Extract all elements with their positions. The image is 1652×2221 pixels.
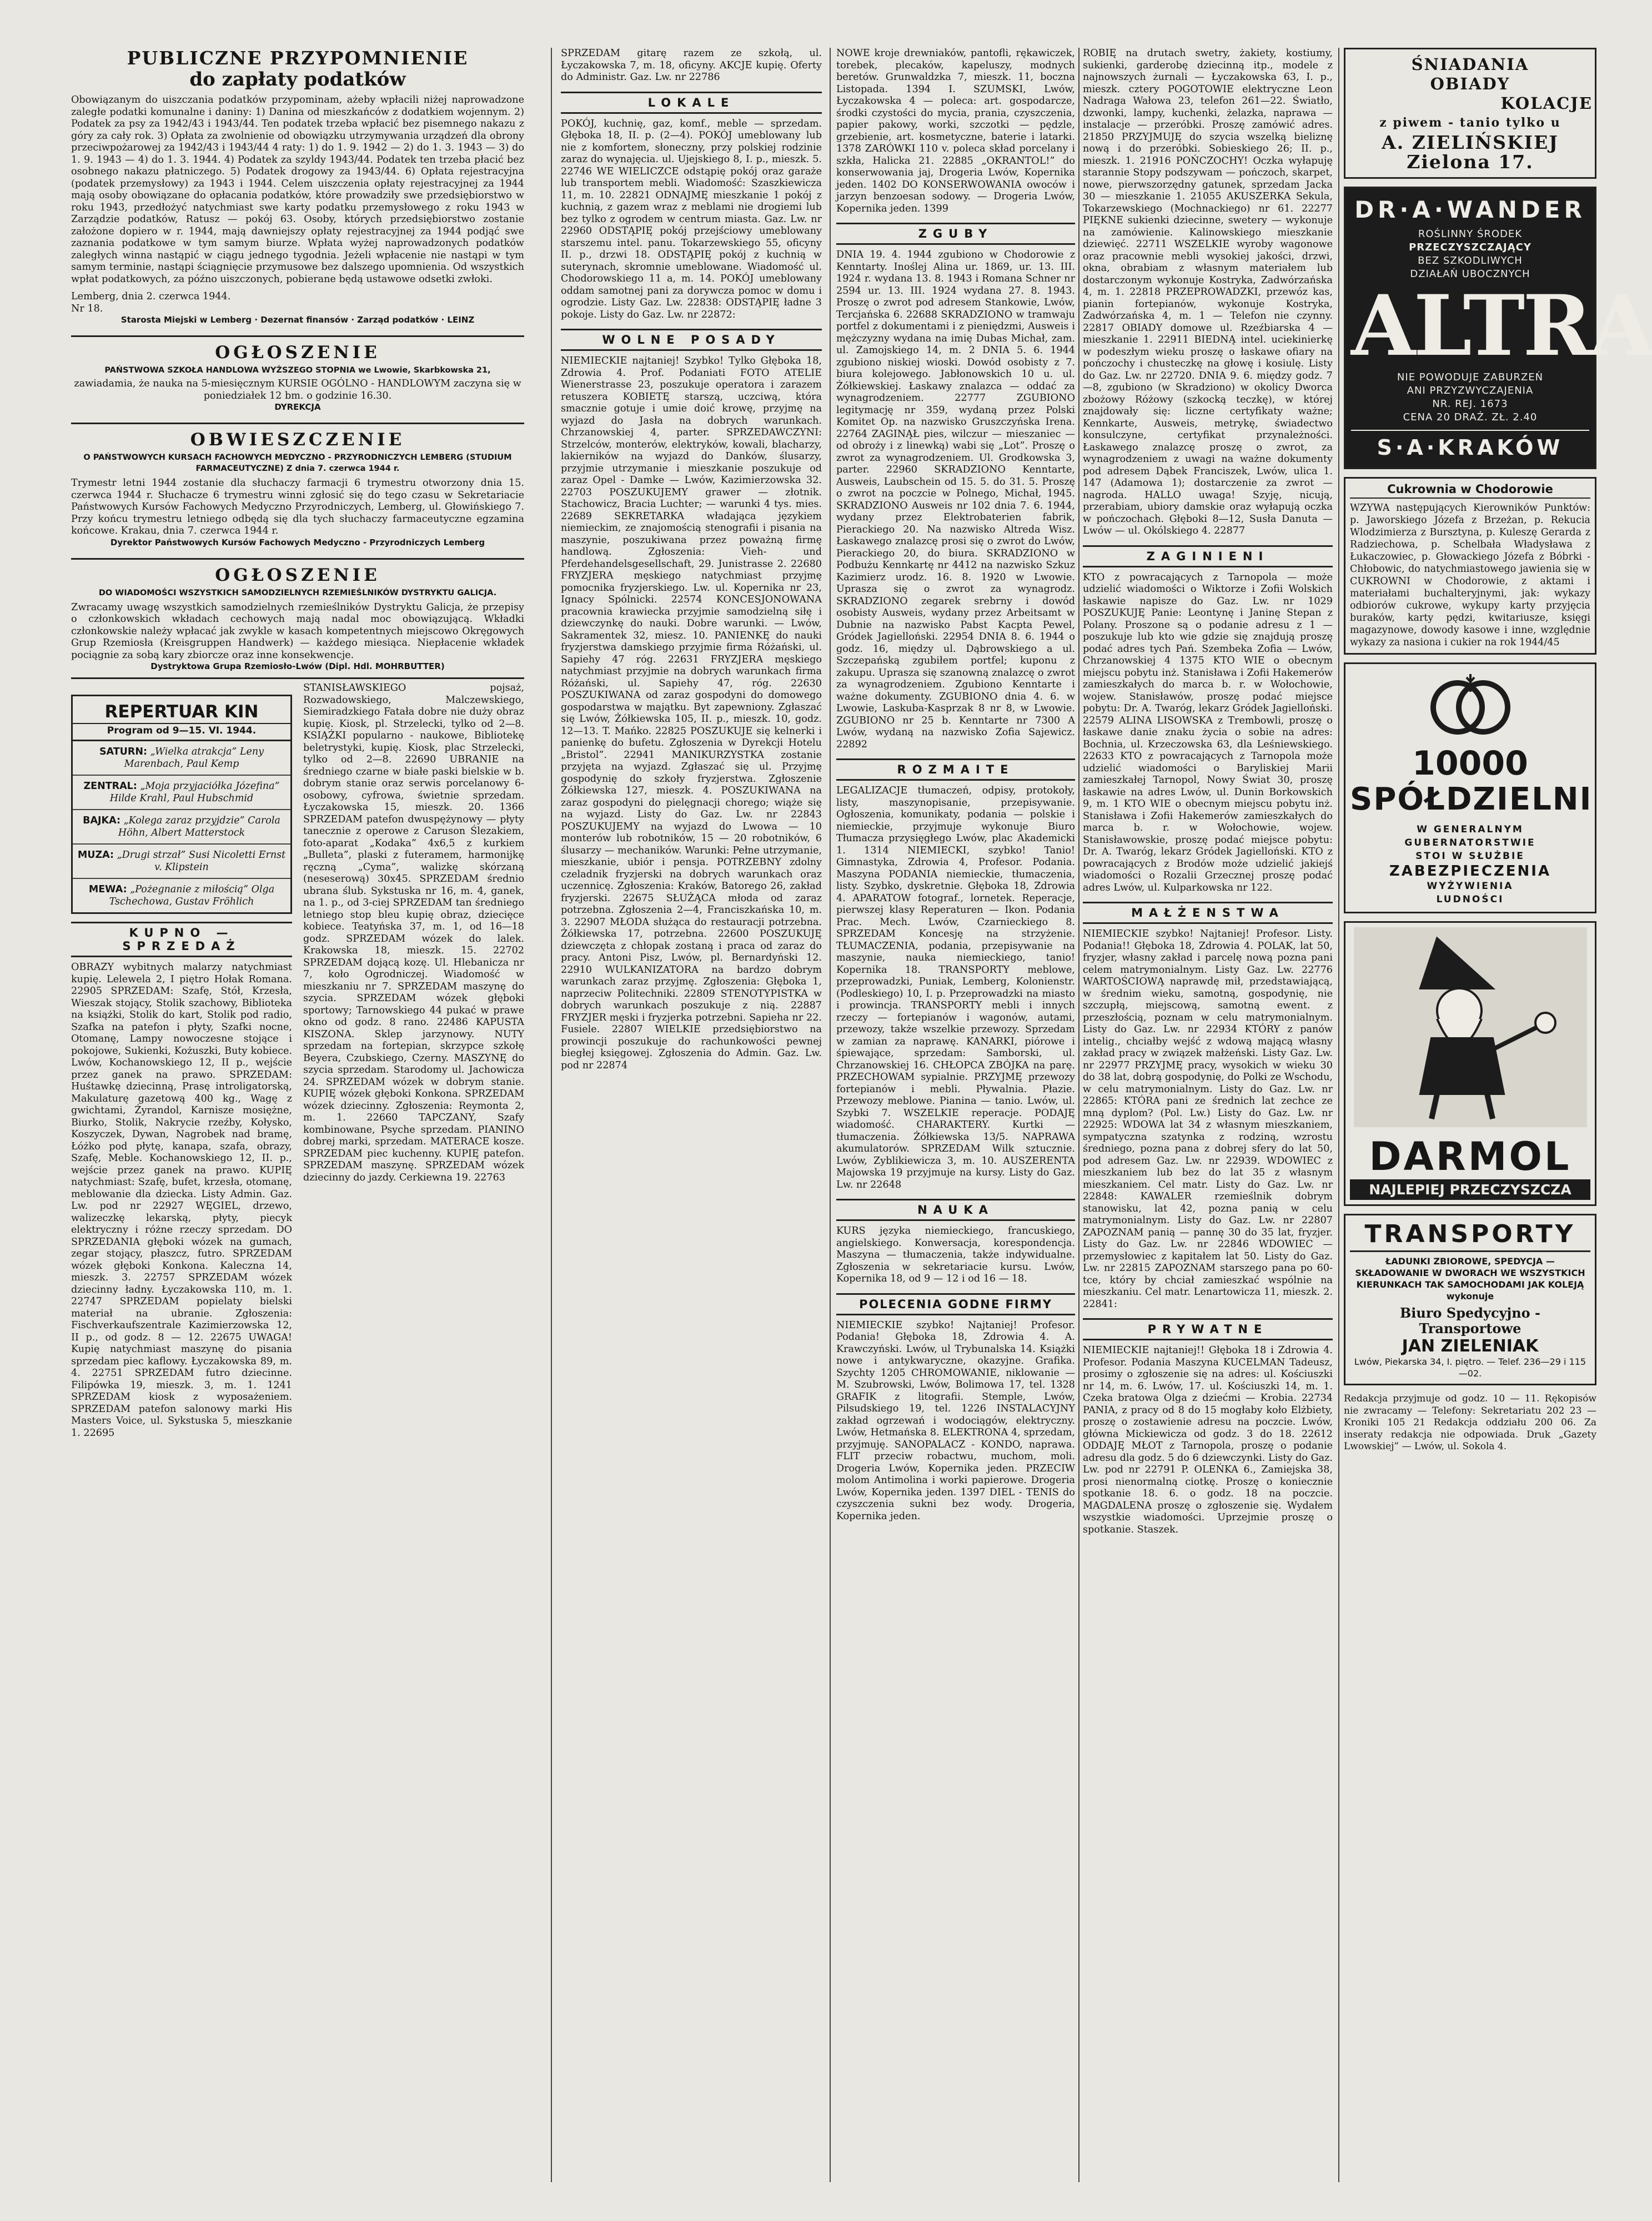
public-reminder-subtitle: do zapłaty podatków bbox=[189, 68, 406, 91]
classifieds-buy-sell-right: STANISŁAWSKIEGO pojsaż, Rozwadowskiego, Malczewskiego, Siemiradzkiego Fatała dobre nie duży obraz kupię. Kiosk, pl. Strzelecki, tylko od 2—8. KSIĄŻKI popularno - naukowe, Bibliotekę beletrystyki, kupię. Kiosk, plac Strzelecki, tylko od 2—8. 22690 UBRANIE na średniego czarne w białe paski bielskie w b. dobrym stanie oraz serwis porcelanowy 6-osobowy, cyfrowa, świetnie sprzedam. Łyczakowska 15, mieszk. 20. 1366 SPRZEDAM patefon dwuspężynowy — płyty tanecznie z operowe z Caruson Ślezakiem, foto-aparat „Kodaka” 4x6,5 z kurkiem „Bulleta”, plaski z futeramem, harmonijkę ręczną „Cyma”, walizkę skórzaną (neseserową) 30x45. SPRZEDAM średnio ubrana ślub. Sykstuska nr 16, m. 4, ganek, na 1. p., od 3-ciej SPRZEDAM tan średniego letniego stop bleu kupię obraz, dziecięce kobiece. Teatyńska 37, m. 1, od 16—18 godz. SPRZEDAM wózek do lalek. Krakowska 18, mieszk. 15. 22702 SPRZEDAM dojącą kozę. Ul. Hlebanicza nr 7, koło Ogrodniczej. Wiadomość w mieszkaniu nr 7. SPRZEDAM maszynę do szycia. SPRZEDAM wózek głęboki sportowy; Tarnowskiego 44 pukać w prawe okno od godz. 8 rano. 22486 KAPUSTA KISZONA. Sklep jarzynowy. NUTY sprzedam na fortepian, skrzypce szkołę Beyera, Czubskiego, Czerny. MASZYNĘ do szycia sprzedam. Starodomy ul. Jachowicza 24. SPRZEDAM wózek w dobrym stanie. KUPIĘ wózek głęboki Konkona. SPRZEDAM wózek dziecinny. Zgłoszenia: Reymonta 2, m. 1. 22660 TAPCZANY, Szafy kombinowane, Psyche sprzedam. PIANINO dobrej marki, sprzedam. MATERACE kosze. SPRZEDAM piec kuchenny. KUPIĘ patefon. SPRZEDAM maszynę. SPRZEDAM wózek dziecinny do jazdy. Cerkiewna 19. 22763 bbox=[303, 682, 524, 1183]
ad-line: ZABEZPIECZENIA bbox=[1389, 863, 1551, 880]
gnome-with-key-illustration bbox=[1354, 927, 1587, 1127]
ad-line: W GENERALNYM bbox=[1417, 824, 1524, 835]
ad-brand: DR·A·WANDER bbox=[1354, 196, 1586, 223]
classifieds-top: ROBIĘ na drutach swetry, żakiety, kostiumy, sukienki, garderobę dziecinną itp., modele z najnowszych żurnali — Łyczakowska 63, I. p., mieszk. cztery POGOTOWIE elektryczne Leon Nadraga Wałowa 23, telefon 261—22. Światło, dzwonki, lampy, kuchenki, żelazka, naprawa — instalacje — przeróbki. Proszę zamówić adres. 21850 PRZYJMUJĘ do szycia wszelką bieliznę nową i do przeróbki. Sobieskiego 26; II. p., mieszk. 1. 21916 POŃCZOCHY! Oczka wyłapuję starannie Stopy podszywam — pończoch, skarpet, nowe, pierwszorzędny gatunek, sprzedam Jacka 30 — mieszkanie 1. 21055 AKUSZERKA Sekula, Tokarzewskiego (Mochnackiego) nr 61. 22277 PIĘKNE sukienki dziecinne, swetery — wykonuje na zamówienie. Kalinowskiego mieszkanie dziewięć. 22711 WSZELKIE wyroby wagonowe oraz pracownie mebli wysokiej jakości, drzwi, okna, obrabiam z własnym materiałem lub dostarczonym wykonuje Kostryka, Zadwórzańska 4, m. 1. 22818 PRZEPROWADZKI, przewóz kas, pianin fortepianów, wykonuje Kostryka, Zadwórzańska 4, m. 1 — Telefon nie czynny. 22817 OBIADY domowe ul. Rzeźbiarska 4 — mieszkanie 1. 22911 BIEDNĄ intel. uciekinierkę w podeszłym wieku proszę o łaskawe ofiary na pończochy i chusteczkę na głowę i kosiulę. Listy do Gaz. Lw. nr 22720. DNIA 9. 6. między godz. 7—8, zgubiono (w Skradziono) w okolicy Dworca zbożowy Różowy (szkocką teczkę), w której znajdowały się: liczne certyfikaty ważne; Kennkarte, Ausweis, metrykę, świadectwo konsulczyne, certyfikat przynależności. Łaskawego znalazcę proszę o zwrot, za wynagrodzeniem z uwagi na ważne dokumenty pod adresem Dąbek Franciszek, Lwów, ulica 1. 147 (Adamowa 1); dostarczenie za zwrot — nagroda. HALLO uwaga! Szyję, nicują, przerabiam, ubiory damskie oraz wyłapują oczka w pończochach. Głęboki 8—12, Susła Danuta — Lwów — ul. Okólskiego 4. 22877 bbox=[1083, 48, 1333, 536]
classifieds-missing-persons: KTO z powracających z Tarnopola — może udzielić wiadomości o Wiktorze i Zofii Wolskich łaskawie napisze do Gaz. Lw. nr 1029 POSZUKUJĘ Panie: Leontynę i Janinę Stepan z Polany. Proszone są o podanie adresu z 1 — poszukuje lub kto wie gdzie się znajdują proszę podać adres tych Pań. Szembeka Zofia — Lwów, Chrzanowskiej 4 1375 KTO WIE o obecnym miejscu pobytu inż. Stanisława i Zofii Hakemerów zamieszkałych do marca b. r. w Wołochowie, wojew. Stanisławów, proszę podać miejsce pobytu: Dr. A. Twaróg, lekarz Gródek Jagielloński. 22579 ALINA LISOWSKA z Trembowli, proszę o łaskawe danie znaku życia o sobie na adres: Bochnia, ul. Krzeczowska 63, dla Leśniewskiego. 22633 KTO z powracających z Tarnopola może udzielić wiadomości o Baryliskiej Marii zamieszkałej Tarnopol, Nowy Świat 30, proszę łaskawie na adres Lwów, ul. Dunin Borkowskich 9, m. 1 KTO WIE o obecnym miejscu pobytu inż. Stanisława i Zofii Hakemerów zamieszkałych do marca b. r. w Wołochowie, wojew. Stanisławowskie, proszę podać miejsce pobytu: Dr. A. Twaróg, lekarz Gródek Jagielloński. KTO z powracających z Brodów może udzielić jakiejś wiadomości o Rozalii Grzecznej proszę podać adres Lwów, ul. Kulparkowska nr 122. bbox=[1083, 571, 1333, 893]
section-education: NAUKA bbox=[836, 1199, 1075, 1221]
section-miscellaneous: ROZMAITE bbox=[836, 758, 1075, 781]
ad-altra-laxative bbox=[1344, 187, 1652, 469]
ad-firm: Biuro Spedycyjno - Transportowe bbox=[1400, 1305, 1540, 1336]
notice-2-title: OGŁOSZENIE bbox=[71, 558, 524, 585]
column-classifieds-2 bbox=[561, 48, 822, 2188]
ad-line: LUDNOŚCI bbox=[1436, 894, 1504, 905]
ad-headline: SPÓŁDZIELNI bbox=[1350, 781, 1593, 817]
column-rule bbox=[1078, 48, 1079, 2182]
section-private: PRYWATNE bbox=[1083, 1318, 1333, 1340]
classifieds-recommended-firms: NIEMIECKIE szybko! Najtaniej! Profesor. Podania! Głęboka 18, Zdrowia 4. A. Krawczyński. Lwów, ul Trybunalska 14. Książki nowe i antykwaryczne, okazyjne. Grafika. Szychty 1205 CHROMOWANIE, niklowanie — M. Szubrowski, Lwów, Bolimowa 17, tel. 1328 GRAFIK z litografii. Stemple, Lwów, Pilsudskiego 19, tel. 1226 INSTALACYJNY zakład ogrzewań i wodociągów, elektryczny. Lwów, Hetmańska 8. ELEKTRONA 4, sprzedam, przyjmuję. SANOPALACZ - KONDO, naprawa. FLIT przeciw robactwu, muchom, moli. Drogeria Lwów, Kopernika jeden. PRZECIW molom Antimolina i worki papierowe. Drogeria Lwów, Kopernika jeden. 1397 DIEL - TENIS do czyszczenia sukni bez wody. Drogeria, Kopernika jeden. bbox=[836, 1319, 1075, 1522]
notice-1-title: OGŁOSZENIE bbox=[71, 335, 524, 363]
section-recommended-firms: POLECENIA GODNE FIRMY bbox=[836, 1293, 1075, 1315]
ad-line: WYŻYWIENIA bbox=[1427, 881, 1514, 892]
ad-cooperatives bbox=[1344, 662, 1596, 913]
ad-body: ŁADUNKI ZBIOROWE, SPEDYCJA — SKŁADOWANIE W DWORACH WE WSZYSTKICH KIERUNKACH TAK SAMOCHODAMI JAK KOLEJĄ wykonuje bbox=[1355, 1256, 1585, 1302]
classifieds-marriages: NIEMIECKIE szybko! Najtaniej! Profesor. Listy. Podania!! Głęboka 18, Zdrowia 4. POLAK, lat 50, fryzjer, własny zakład i parcelę nową pozna pani celem matrymonialnym. Listy Gaz. Lw. 22776 WARTOŚCIOWĄ naprawdę mił, przedstawiającą, w średnim wieku, samotną, gospodynię, nie szczupłą, miejscową, samotną ewent. z przeszłością, poznam w celu matrymonialnym. Listy do Gaz. Lw. nr 22934 KTÓRY z panów intelig., chciałby wejść z wdową mającą własny zakład pracy w związek małżeński. Listy Gaz. Lw. nr 22977 PRZYJMĘ pracy, wysokich w wieku 30 do 38 lat, dobrą gospodynię, do Polki ze Wschodu, w celu matrymonialnym. Listy do Gaz. Lw. nr 22865: KTÓRA pani ze średnich lat zechce ze mną dyplom? (Pol. Lw.) Listy do Gaz. Lw. nr 22925: WDOWA lat 34 z własnym mieszkaniem, sympatyczna szatynka z rodziną, wzrostu średniego, pozna pana z dobrej sfery do lat 50, pod adresem Gaz. Lw. nr 22939. WDOWIEC z mieszkaniem lub bez do lat 35 z własnym mieszkaniem. Cel matr. Listy do Gaz. Lw. nr 22848: KAWALER rzemieślnik dobrym stanowisku, lat 42, pozna panią w celu matrymonialnym. Listy do Gaz. Lw. nr 22807 ZAPOZNAM panią — pannę 30 do 35 lat, fryzjer. Listy do Gaz. Lw. nr 22846 WDOWIEC — przemysłowiec z kapitałem lat 50. Listy do Gaz. Lw. nr 22815 ZAPOZNAM starszego pana po 60-tce, który by chciał zamieszkać wspólnie na mieszkaniu. Cel matr. Lenartowicza 11, mieszk. 2. 22841: bbox=[1083, 928, 1333, 1310]
classifieds-buy-sell-left: OBRAZY wybitnych malarzy natychmiast kupię. Lelewela 2, I piętro Hołak Romana. 22905 SPRZEDAM: Szafę, Stół, Krzesła, Wieszak stojący, Stolik szachowy, Biblioteka na książki, Stolik do kart, Stolik pod radio, Szafka na patefon i płyty, Szafki nocne, Otomanę, Lampy nowoczesne stojące i pokojowe, Sukienki, Kożuszki, Buty kobiece. Lwów, Kochanowskiego 12, II p., wejście przez ganek na prawo. SPRZEDAM: Huśtawkę dziecinną, Prasę introligatorską, Makulaturę gazetową 400 kg., Wagę z gwichtami, Żyrandol, Karnisze mosiężne, Biurko, Stolik, Nakrycie rzeźby, Kołysko, Koszyczek, Dywan, Nagrobek nad bramę, Łóżko pod płytę, kanapa, szafa, obrazy, Szafę, Meble. Kochanowskiego 12, II. p., wejście przez ganek na prawo. KUPIĘ natychmiast: Szafę, bufet, krzesła, otomanę, meblowanie dla dziecka. Listy Admin. Gaz. Lw. pod nr 22927 WĘGIEL, drzewo, walizeczkę lekarską, płyty, piecyk elektryczny i różne rzeczy sprzedam. DO SPRZEDANIA głęboki wózek na gumach, zegar stojący, płaszcz, futro. SPRZEDAM wózek głęboki Konkona. Kaleczna 14, mieszk. 3. 22757 SPRZEDAM wózek dziecinny ładny. Łyczakowska 110, m. 1. 22747 SPRZEDAM popielaty bielski materiał na ubranie. Zgłoszenia: Fischverkaufszentrale Kazimierzowska 12, II p., od godz. 8 — 12. 22675 UWAGA! Kupię natychmiast maszynę do pisania sprzedam piec kaflowy. Łyczakowska 89, m. 4. 22751 SPRZEDAM futro dziecinne. Filipówka 19, mieszk. 3, m. 1. 1241 SPRZEDAM kiosk z wyposażeniem. SPRZEDAM patefon salonowy marki His Masters Voice, ul. Sykstuska 5, mieszkanie 1. 22695 bbox=[71, 962, 292, 1439]
public-reminder-date: Lemberg, dnia 2. czerwca 1944. bbox=[71, 291, 231, 302]
notice-2-subtitle: DO WIADOMOŚCI WSZYSTKICH SAMODZIELNYCH RZEMIEŚLNIKÓW DYSTRYKTU GALICJA. bbox=[98, 588, 497, 597]
cinema-entry: BAJKA: „Kolega zaraz przyjdzie” Carola Höhn, Albert Matterstock bbox=[73, 810, 290, 845]
column-rule bbox=[830, 48, 831, 2182]
ad-line: ANI PRZYZWYCZAJENIA bbox=[1407, 385, 1534, 396]
classifieds-miscellaneous: LEGALIZACJE tłumaczeń, odpisy, protokoły, listy, maszynopisanie, przepisywanie. Ogłoszenia, komunikaty, podania — polskie i niemieckie, przyjmuje wykonuje Biuro Tłumacza przysięgłego Lwów, plac Akademicki 1. 1314 NIEMIECKI, szybko! Tanio! Gimnastyka, Zdrowia 4, Profesor. Podania. Maszyna PODANIA niemieckie, tłumaczenia, listy. Szybko, dyskretnie. Głęboka 18, Zdrowia 4. APARATOW fotograf., lornetek. Reperacje, pierwszej klasy Reperaturen — Ikon. Podania Prac. Mech. Lwów, Czarnieckiego 8. SPRZEDAM Koncesję na strzyżenie. TŁUMACZENIA, podania, przepisywanie na maszynie, nauka niemieckiego, tanio! Kopernika 18. TRANSPORTY meblowe, przeprowadzki, Puniak, Lemberg, Kolonienstr. (Podleskiego) 10, I. p. Przeprowadzki na miasto i prowincja. TRANSPORTY mebli i innych rzeczy — fortepianów i wagonów, autami, przewozy, także wszelkie przewozy. Sprzedam w zamian za naprawę. KANARKI, piórowe i śpiewające, sprzedam: Samborski, ul. Chrzanowskiej 16. CHŁOPCA ZBÓJKA na parę. PRZECHOWAM sypialnie. PRZYJMĘ przewozy fortepianów i mebli. Pływalnia. Płazie. Przewozy meblowe. Pianina — tanio. Lwów, ul. Szybki 7. WSZELKIE reperacje. PODAJĘ wiadomość. CHARAKTERY. Kurtki — tłumaczenia. Żółkiewska 13/5. NAPRAWA akumulatorów. SPRZEDAM Wilk sztucznie. Lwów, Zyblikiewicza 3, m. 10. AUSZERENTA Majowska 19 przyjmuje na kursy. Listy do Gaz. Lw. nr 22648 bbox=[836, 785, 1075, 1190]
public-reminder-number: Nr 18. bbox=[71, 303, 103, 314]
cinema-entry: SATURN: „Wielka atrakcja” Leny Marenbach, Paul Kemp bbox=[73, 741, 290, 776]
cinema-repertoire-dates: Program od 9—15. VI. 1944. bbox=[73, 724, 290, 741]
column-classifieds-4 bbox=[1083, 48, 1333, 2188]
editorial-footer: Redakcja przyjmuje od godz. 10 — 11. Rękopisów nie zwracamy — Telefony: Sekretariatu 202 23 — Kroniki 105 21 Redakcja oddziału 200 06. Za inseraty redakcja nie odpowiada. Druk „Gazety Lwowskiej” — Lwów, ul. Sokola 4. bbox=[1344, 1393, 1596, 1452]
classifieds-private: NIEMIECKIE najtaniej!! Głęboka 18 i Zdrowia 4. Profesor. Podania Maszyna KUCELMAN Tadeusz, prosimy o zgłoszenie się na adres: ul. Kościuszki nr 14, m. 6. Lwów, 17. ul. Kościuszki 14, m. 1. Czeka bratowa Olga z dziećmi — Krobia. 22734 PANIA, z pracy od 8 do 15 mogłaby koło Elżbiety, proszę o zostawienie adresu na poczcie. Lwów, główna Mickiewicza od godz. 3 do 18. 22612 ODDAJĘ MŁOT z Tarnopola, proszę o podanie adresu dla godz. 5 do 6 dziewczynki. Listy do Gaz. Lw. pod nr 22791 P. OLEŃKA 6., Zamiejska 38, prosi nienormalną ciotkę. Proszę o koniecznie spotkanie 18. 6. o godz. 18 na poczcie. MAGDALENA proszę o zgłoszenie się. Wydałem wszystkie wiadomości. Uprzejmie proszę o spotkanie. Staszek. bbox=[1083, 1345, 1333, 1535]
section-buy-sell: KUPNO — SPRZEDAŻ bbox=[71, 922, 292, 957]
ad-line: DZIAŁAŃ UBOCZNYCH bbox=[1410, 268, 1530, 280]
ad-line: z piwem - tanio tylko u bbox=[1379, 115, 1561, 130]
ad-title: Cukrownia w Chodorowie bbox=[1350, 483, 1590, 499]
notice-1-body: zawiadamia, że nauka na 5-miesięcznym KURSIE OGÓLNO - HANDLOWYM zaczyna się w poniedziałek 12 bm. o godzinie 16.30. bbox=[74, 378, 521, 401]
ad-line: ŚNIADANIA bbox=[1411, 55, 1529, 74]
proclamation-title: OBWIESZCZENIE bbox=[71, 423, 524, 450]
ad-company: S·A·KRAKÓW bbox=[1351, 430, 1589, 460]
wheat-rings-icon bbox=[1423, 670, 1518, 736]
public-reminder-signature: Starosta Miejski w Lemberg · Dezernat finansów · Zarząd podatków · LEINZ bbox=[120, 315, 475, 325]
proclamation-body: Trymestr letni 1944 zostanie dla słuchaczy farmacji 6 trymestru otworzony dnia 15. czerwca 1944 r. Słuchacze 6 trymestru winni zgłosić się do tego czasu w Sekretariacie Państwowych Kursów Fachowych Medyczno Przyrodniczych, Lemberg, ul. Głowińskiego 7. Przy końcu trymestru letniego odbędą się dla tych słuchaczy farmaceutyczne egzamina końcowe. Krakau, dnia 7. czerwca 1944 r. bbox=[71, 478, 524, 536]
column-rule bbox=[1338, 48, 1339, 2182]
proclamation-signature: Dyrektor Państwowych Kursów Fachowych Medyczno - Przyrodniczych Lemberg bbox=[110, 537, 485, 547]
ad-product-name: ALTRA bbox=[1351, 277, 1652, 375]
ad-line: CENA 20 DRAŻ. ZŁ. 2.40 bbox=[1403, 411, 1538, 423]
classifieds-education: KURS języka niemieckiego, francuskiego, angielskiego. Konwersacja, korespondencja. Maszyna — tłumaczenia, także indywidualne. Zgłoszenia w sekretariacie kursu. Lwów, Kopernika 18, od 9 — 12 i od 16 — 18. bbox=[836, 1225, 1075, 1284]
classifieds-top: NOWE kroje drewniaków, pantofli, rękawiczek, torebek, plecaków, kapeluszy, modnych beretów. Grunwaldzka 7, mieszk. 11, boczna Listopada. 1394 I. SZUMSKI, Lwów, Łyczakowska 4 — poleca: art. gospodarcze, środki czystości do mycia, prania, czyszczenia, papier pakowy, worki, szczotki — pędzle, grzebienie, art. kosmetyczne, baterie i latarki. 1378 ZARÓWKI 110 v. poleca skład porcelany i szkła, Halicka 21. 22885 „OKRANTOL!” do konserwowania jaj, Drogeria Lwów, Kopernika jeden. 1402 DO KONSERWOWANIA owoców i jarzyn benzoesan sodowy. — Drogeria Lwów, Kopernika jeden. 1399 bbox=[836, 48, 1075, 214]
section-missing-persons: ZAGINIENI bbox=[1083, 545, 1333, 567]
section-marriages: MAŁŻENSTWA bbox=[1083, 902, 1333, 924]
classifieds-lost: DNIA 19. 4. 1944 zgubiono w Chodorowie z Kenntarty. Inoślej Alina ur. 1869, ur. 13. III. 1924 r. wydana 13. 8. 1943 i Romana Schner nr 2594 ur. 13. III. 1924 wydana 27. 8. 1943. Proszę o zwrot pod adresem Stankowie, Lwów, Tercjańska 6. 22688 SKRADZIONO w tramwaju portfel z dokumentami i z pieniędzmi, Ausweis i mężczyzny wydana na imię Dubas Michał, zam. ul. Zamojskiego 14, m. 2 DNIA 5. 6. 1944 zgubiono niskiej wioski. Dowód osobisty z 7. biura kolejowego. Jabłonowskich 10 u. ul. Żółkiewskiej. Łaskawy znalazca — oddać za wynagrodzeniem. 22777 ZGUBIONO legitymację nr 359, wydaną przez Polski Komitet Op. na nazwisko Gruszczyńska Irena. 22764 ZAGINĄŁ pies, wilczur — mieszaniec — od obroży i z linewką) wabi się „Lot”. Proszę o zwrot za wynagrodzeniem. Ul. Grodkowska 3, parter. 22960 SKRADZIONO Kenntarte, Ausweis, Laubschein od 15. 5. do 31. 5. Proszę o zwrot na poczcie w Polnego, Michał, 1945. SKRADZIONO Ausweis nr 102 dnia 7. 6. 1944, wydany przez Elektrobaterien fabrik, Pierackiego 20. Na nazwisko Altreda Wisz. Łaskawego znalazcę prosi się o zwrot do Lwów, Pierackiego 20, do biura. SKRADZIONO w Podbużu Kennkartę nr 4412 na nazwisko Szkuz Kazimierz urodz. 16. 8. 1920 w Lwowie. Uprasza się o zwrot za wynagrodz. SKRADZIONO zegarek srebrny i dowód osobisty Ausweis, wydany przez Arbeitsamt w Dubnie na nazwisko Pabst Kacpta Pewel, Gródek Jagielloński. 22954 DNIA 8. 6. 1944 o godz. 16, między ul. Dąbrowskiego a ul. Szczepańską zgubiłem portfel; kuponu z zakupu. Uprasza się szanowną znalazcę o zwrot za wynagrodzeniem. Zgubiono Kenntarte i ważne dokumenty. ZGUBIONO dnia 4. 6. w Lwowie, Laskuba-Kasprzak 8 nr 8, w Lwowie. ZGUBIONO nr 25 b. Kenntarte nr 7300 A Lwów, wydaną na nazwisko Zofia Sajewicz. 22892 bbox=[836, 249, 1075, 750]
classifieds-premises: POKÓJ, kuchnię, gaz, komf., meble — sprzedam. Głęboka 18, II. p. (2—4). POKÓJ umeblowany lub nie z komfortem, słoneczny, przy polskiej rodzinie zaraz do wynajęcia. ul. Ujejskiego 8, I. p., mieszk. 5. 22746 WE WIELICZCE odstąpię pokój oraz garaże lub transportem mebli. Wiadomość: Szaszkiewicza 11, m. 10. 22821 ODNAJMĘ mieszkanie 1 pokój z kuchnią, z gazem wraz z meblami nie drogiemi lub bez tylko z ogrodem w centrum miasta. Gaz. Lw. nr 22960 ODSTĄPIĘ pokój przejściowy umeblowany starszemu intel. panu. Tokarzewskiego 55, oficyny II. p., drzwi 18. ODSTĄPIĘ pokój z kuchnią w suterynach, skromnie umeblowane. Wiadomość ul. Chodorowskiego 11 a, m. 14. POKÓJ umeblowany oddam samotnej pani za dorywcza pomoc w domu i ogrodzie. Listy Gaz. Lw. 22838: ODSTĄPIĘ ładne 3 pokoje. Listy do Gaz. Lw. nr 22872: bbox=[561, 118, 822, 320]
ad-title: TRANSPORTY bbox=[1350, 1220, 1590, 1252]
ad-brand: DARMOL bbox=[1369, 1134, 1571, 1179]
ad-line: Zielona 17. bbox=[1407, 151, 1534, 173]
ad-darmol bbox=[1344, 921, 1596, 1206]
section-vacancies: WOLNE POSADY bbox=[561, 329, 822, 351]
ad-line: KOLACJE bbox=[1500, 94, 1593, 113]
ad-line: PRZECZYSZCZAJĄCY bbox=[1409, 242, 1532, 253]
ad-line: OBIADY bbox=[1430, 74, 1510, 93]
ad-name: JAN ZIELENIAK bbox=[1402, 1336, 1539, 1356]
ad-line: STOI W SŁUŻBIE bbox=[1415, 851, 1525, 862]
ad-line: A. ZIELIŃSKIEJ bbox=[1382, 132, 1559, 153]
ad-number: 10000 bbox=[1412, 744, 1528, 783]
section-premises: LOKALE bbox=[561, 92, 822, 114]
ad-zielinska-restaurant bbox=[1344, 48, 1596, 179]
section-lost: ZGUBY bbox=[836, 223, 1075, 245]
ad-line: GUBERNATORSTWIE bbox=[1404, 837, 1536, 848]
proclamation-subtitle: O PAŃSTWOWYCH KURSACH FACHOWYCH MEDYCZNO - PRZYRODNICZYCH LEMBERG (STUDIUM FARMACEUTYCZNE) Z dnia 7. czerwca 1944 r. bbox=[83, 453, 512, 473]
ad-chodorow-sugar-factory bbox=[1344, 477, 1596, 655]
ad-body: WZYWA następujących Kierowników Punktów: p. Jaworskiego Józefa z Brzeżan, p. Rekucia Wlodzimierza z Bursztyna, p. Kuleszę Gerarda z Radziechowa, p. Schelbała Władysława z Łukaczowiec, p. Głowackiego Józefa z Bóbrki - Chłobowic, do natychmiastowego jawienia się w CUKROWNI w Chodorowie, z aktami i materiałami buchalteryjnymi, jak: wykazy odbiorów cukrowe, wykupy karty przyjęcia buraków, karty pędzi, kwitariusze, księgi magazynowe, dowody kasowe i inne, względnie wykazy za nasiona i cukier na rok 1944/45 bbox=[1350, 503, 1590, 648]
ad-transport-zieleniak bbox=[1344, 1214, 1596, 1385]
classifieds-vacancies: NIEMIECKIE najtaniej! Szybko! Tylko Głęboka 18, Zdrowia 4. Prof. Podaniati FOTO ATELIE Wienerstrasse 23, poszukuje operatora i zarazem retuszera KOBIETĘ starszą, uczciwą, która smacznie gotuje i umie doić krowę, przyjmę na wyjazd do Jasła na dobrych warunkach. Chrzanowskiej 4, parter. SPRZEDAWCZYNI: Strzelców, monterów, elektryków, kowali, blacharzy, lakierników na wyjazd do Danków, ślusarzy, przyjmie utrzymanie i mieszkanie poszukuje od zaraz Opel - Damke — Lwów, Kazimierzowska 32. 22703 POSZUKUJEMY grawer — złotnik. Stachowicz, Bracia Luchter; — warunki 4 tys. mies. 22689 SEKRETARKA władająca językiem niemieckim, ze znajomością stenografii i pisania na maszynie, poszukiwana przez poważną firmę handlową. Zgłoszenia: Vieh- und Pferdehandelsgesellschaft, 29. Junistrasse 2. 22680 FRYZJERA męskiego natychmiast przyjmę pomocnika fryzjerskiego. Lw. ul. Kopernika nr 23, Ignacy Spólnicki. 22574 KONCESJONOWANA pracownia krawiecka przyjmie samodzielną siłę i dziewczynkę do nauki. Dobre warunki. — Lwów, Sakramentek 32, miesz. 10. PANIENKĘ do nauki fryzjerstwa damskiego przyjmie firma Różański, ul. Sapiehy 47 róg. 22631 FRYZJERA męskiego natychmiast przyjmie na dobrych warunkach firma Różański, ul. Sapiehy 47, róg. 22630 POSZUKIWANA od zaraz gospodyni do domowego gospodarstwa w majątku. Byt zapewniony. Zgłaszać się Lwów, Żółkiewska 105, II. p., mieszk. 10, godz. 12—13. T. Mańko. 22825 POSZUKUJE się kelnerki i panienkę do bufetu. Zgłoszenia w Dyrekcji Hotelu „Bristol”. 22941 MANIKURZYSTKA zostanie przyjęta na wyjazd. Zgłaszać się ul. Przyjmę gospodynię do szkoły fryzjerstwa. Zgłoszenie Żółkiewska 127, mieszk. 4. POSZUKIWANA na zaraz gospodyni do pielęgnacji chorego; wiąże się na wyjazd. Listy do Gaz. Lw. nr 22843 POSZUKUJEMY na wyjazd do Lwowa — 10 monterów lub robotników, 15 — 20 robotników, 6 ślusarzy — mechaników. Warunki: Pełne utrzymanie, mieszkanie, ubiór i pensja. POTRZEBNY zdolny czeladnik fryzjerski na dobrych warunkach oraz uczennicę. Zgłoszenia: Kraków, Batorego 26, zakład fryzjerski. 22675 SŁUŻĄCA młoda od zaraz potrzebna. Zgłoszenia 2—4, Franciszkańska 10, m. 3. 22907 MŁODA służąca do restauracji potrzebna. Żółkiewska 17, potrzebna. 22600 POSZUKUJĘ dziewczęta z chłopak zostaną i praca od zaraz do pracy. Antoni Pisz, Lwów, pl. Bernardyński 12. 22910 WULKANIZATORA na bardzo dobrym warunkach zaraz przyjmę. Zgłoszenia: Głęboka 1, naprzeciw Politechniki. 22809 STENOTYPISTKA w dobrych warunkach poszukuje z nią. 22887 FRYZJER męski i fryzjerka potrzebni. Sapieha nr 22. Fusiele. 22807 WIELKIE przedsiębiorstwo na prowincji poszukuje do rachunkowości pewnej biegłej księgowej. Zgłoszenia do Admin. Gaz. Lw. pod nr 22874 bbox=[561, 355, 822, 1071]
ad-line: ROŚLINNY ŚRODEK bbox=[1418, 228, 1523, 240]
cinema-repertoire-box bbox=[71, 695, 292, 914]
column-rule bbox=[551, 48, 552, 2182]
cinema-entry: MUZA: „Drugi strzał” Susi Nicoletti Ernst v. Klipstein bbox=[73, 845, 290, 879]
ad-line: NIE POWODUJE ZABURZEŃ bbox=[1397, 371, 1544, 383]
public-reminder-title: PUBLICZNE PRZYPOMNIENIE bbox=[127, 47, 469, 69]
ad-line: NR. REJ. 1673 bbox=[1432, 398, 1508, 410]
column-display-ads bbox=[1344, 48, 1652, 2188]
notice-2-body: Zwracamy uwagę wszystkich samodzielnych rzemieślników Dystryktu Galicja, że przepisy o członkowskich wkładach cechowych mają nadal moc obowiązującą. Wkładki członkowskie należy wpłacać jak zwykle w kasach kompetentnych miejscowo Okręgowych Grup Rzemiosła (Kreisgruppen Handwerk) — każdego miesiąca. Niepłacenie wkładek pociągnie za sobą kary zbiorcze oraz inne konsekwencje. bbox=[71, 601, 524, 661]
ad-address: Lwów, Piekarska 34, I. piętro. — Telef. 236—29 i 115—02. bbox=[1354, 1356, 1586, 1379]
notice-1-signature: DYREKCJA bbox=[274, 402, 321, 412]
notice-2-signature: Dystryktowa Grupa Rzemiosło-Lwów (Dipl. Hdl. MOHRBUTTER) bbox=[150, 661, 445, 671]
column-classifieds-3 bbox=[836, 48, 1075, 2188]
column-official-notices bbox=[71, 48, 524, 2188]
public-reminder-body: Obowiązanym do uiszczania podatków przypominam, ażeby wpłacili niżej naprowadzone zaległe podatki komunalne i daniny: 1) Danina od mieszkańców z dodatkiem wojennym. 2) Podatek za psy za 1942/43 i 1943/44. Ten podatek trzeba wpłacić bez pisemnego nakazu z góry za cały rok. 3) Opłata za zwolnienie od obowiązku utrzymywania urządzeń dla obrony przeciwpożarowej za 1942/43 i 1943/44 4 raty: 1) do 1. 9. 1942 — 2) do 1. 3. 1943 — 3) do 1. 9. 1943 — 4) do 1. 3. 1944. 4) Podatek za szyldy 1943/44. Podatek ten trzeba płacić bez osobnego nakazu płatniczego. 5) Podatek drogowy za 1943/44. 6) Opłata rejestracyjna (podatek przemysłowy) za 1943 i 1944. Celem uiszczenia opłaty rejestracyjnej za 1944 mają osoby obowiązane do opłacania podatków, które prowadziły swe przedsiębiorstwo w roku 1943, przedłożyć natychmiast swe karty podatku przemysłowego z roku 1943 w Zarządzie podatków, Ratusz — pokój 63. Osoby, których przedsiębiorstwo zostanie założone dopiero w r. 1944, mają dawniejszy opłaty rejestracyjnej za 1944 podjąć swe zaznania podatkowe w tym samym biurze. Wpłata wyżej naprowadzonych podatków zaległych winna nastąpić w ciągu jednego tygodnia. Jeżeli wpłacenie nie nastąpi w tym samym terminie, nastąpi ściągnięcie przymusowe bez dalszego upomnienia. Od wszystkich wpłat podatkowych, za późno uiszczonych, pobierane będą ustawowe odsetki zwłoki. bbox=[71, 94, 524, 285]
cinema-repertoire-title: REPERTUAR KIN bbox=[73, 696, 290, 724]
ad-slogan: NAJLEPIEJ PRZECZYSZCZA bbox=[1350, 1179, 1590, 1200]
notice-1-subtitle: PAŃSTWOWA SZKOŁA HANDLOWA WYŻSZEGO STOPNIA we Lwowie, Skarbkowska 21, bbox=[104, 366, 491, 375]
cinema-entry: ZENTRAL: „Moja przyjaciółka Józefina” Hilde Krahl, Paul Hubschmid bbox=[73, 776, 290, 810]
ad-line: BEZ SZKODLIWYCH bbox=[1418, 255, 1523, 267]
cinema-entry: MEWA: „Pożegnanie z miłością” Olga Tschechowa, Gustav Fröhlich bbox=[88, 884, 275, 907]
classifieds-top: SPRZEDAM gitarę razem ze szkołą, ul. Łyczakowska 7, m. 18, oficyny. AKCJE kupię. Oferty do Administr. Gaz. Lw. nr 22786 bbox=[561, 48, 822, 83]
